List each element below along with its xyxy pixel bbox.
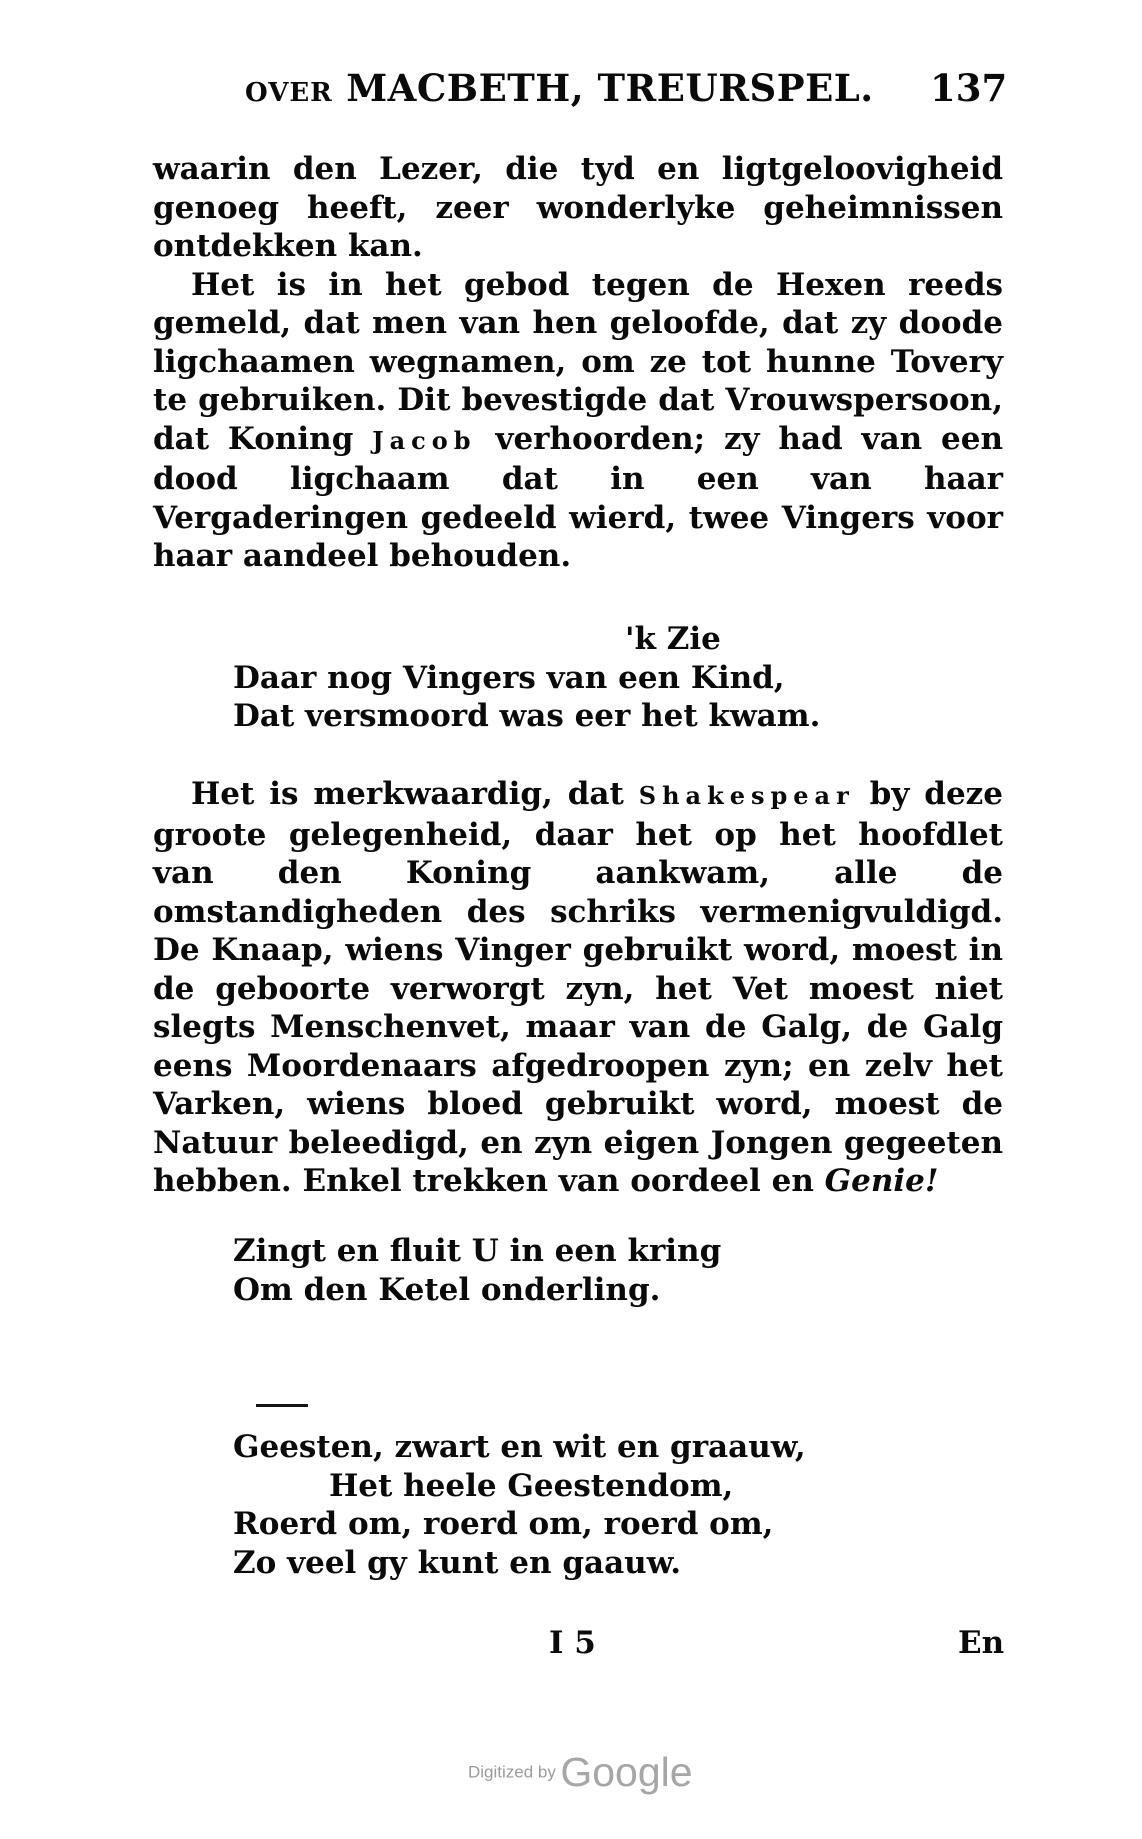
body-text-upper <box>153 150 1003 576</box>
google-logo: Google <box>560 1749 693 1795</box>
paragraph-hexen-part-a: Het is in het gebod tegen de Hexen reeds gemeld, dat men van hen geloofde, dat zy doode ligchaamen wegnamen, om ze tot hunne Tovery te gebruiken. Dit bevestigde dat Vrouwspersoon, dat Koning <box>153 266 1003 457</box>
verse-quote-ketel <box>233 1232 721 1309</box>
verse-line: Dat versmoord was eer het kwam. <box>233 698 821 734</box>
paragraph-shakespear-part-a: Het is merkwaardig, dat <box>191 776 624 812</box>
verse-quote-geesten <box>233 1428 806 1582</box>
page-number: 137 <box>930 66 1008 110</box>
signature-mark: I 5 <box>549 1625 596 1661</box>
verse-line: Zo veel gy kunt en gaauw. <box>233 1544 682 1581</box>
running-head-lead: OVER <box>245 78 333 108</box>
verse-line: 'k Zie <box>625 621 721 657</box>
running-head <box>245 66 1008 110</box>
paragraph-shakespear <box>153 775 1003 1201</box>
verse-quote-fingers <box>233 620 820 736</box>
paragraph-shakespear-part-b: by deze groote gelegenheid, daar het op het hoofdlet van den Koning aankwam, alle de omstandigheden des schriks vermenigvuldigd. De Knaap, wiens Vinger gebruikt word, moest in de geboorte verworgt zyn, het Vet moest niet slegts Menschenvet, maar van de Galg, de Galg eens Moordenaars afgedroopen zyn; en zelv het Varken, wiens bloed gebruikt word, moest de Natuur beleedigd, en zyn eigen Jongen gegeeten hebben. Enkel trekken van oordeel en <box>153 776 1003 1199</box>
section-rule <box>256 1404 308 1407</box>
verse-line: Om den Ketel onderling. <box>233 1271 661 1308</box>
verse-line: Roerd om, roerd om, roerd om, <box>233 1506 774 1542</box>
running-head-title: MACBETH, TREURSPEL. <box>346 66 874 110</box>
verse-line: Het heele Geestendom, <box>329 1467 734 1504</box>
verse-line: Geesten, zwart en wit en graauw, <box>233 1429 806 1465</box>
paragraph-hexen <box>153 266 1003 576</box>
paragraph-hexen-part-b: verhoorden; zy had van een dood ligchaam dat in een van haar Vergaderingen gedeeld wierd, twee Vingers voor haar aandeel behouden. <box>153 420 1004 574</box>
watermark-prefix: Digitized by <box>468 1762 556 1782</box>
verse-line: Daar nog Vingers van een Kind, <box>233 659 785 696</box>
catchword: En <box>958 1625 1005 1661</box>
paragraph-continued: waarin den Lezer, die tyd en ligtgeloovigheid genoeg heeft, zeer wonderlyke geheimnissen ontdekken kan. <box>153 151 1003 264</box>
name-jacob: Jacob <box>372 425 477 455</box>
verse-line: Zingt en fluit U in een kring <box>233 1233 722 1269</box>
digitized-watermark <box>468 1749 693 1796</box>
name-shakespear: Shakespear <box>638 781 855 810</box>
word-genie: Genie! <box>824 1163 939 1199</box>
